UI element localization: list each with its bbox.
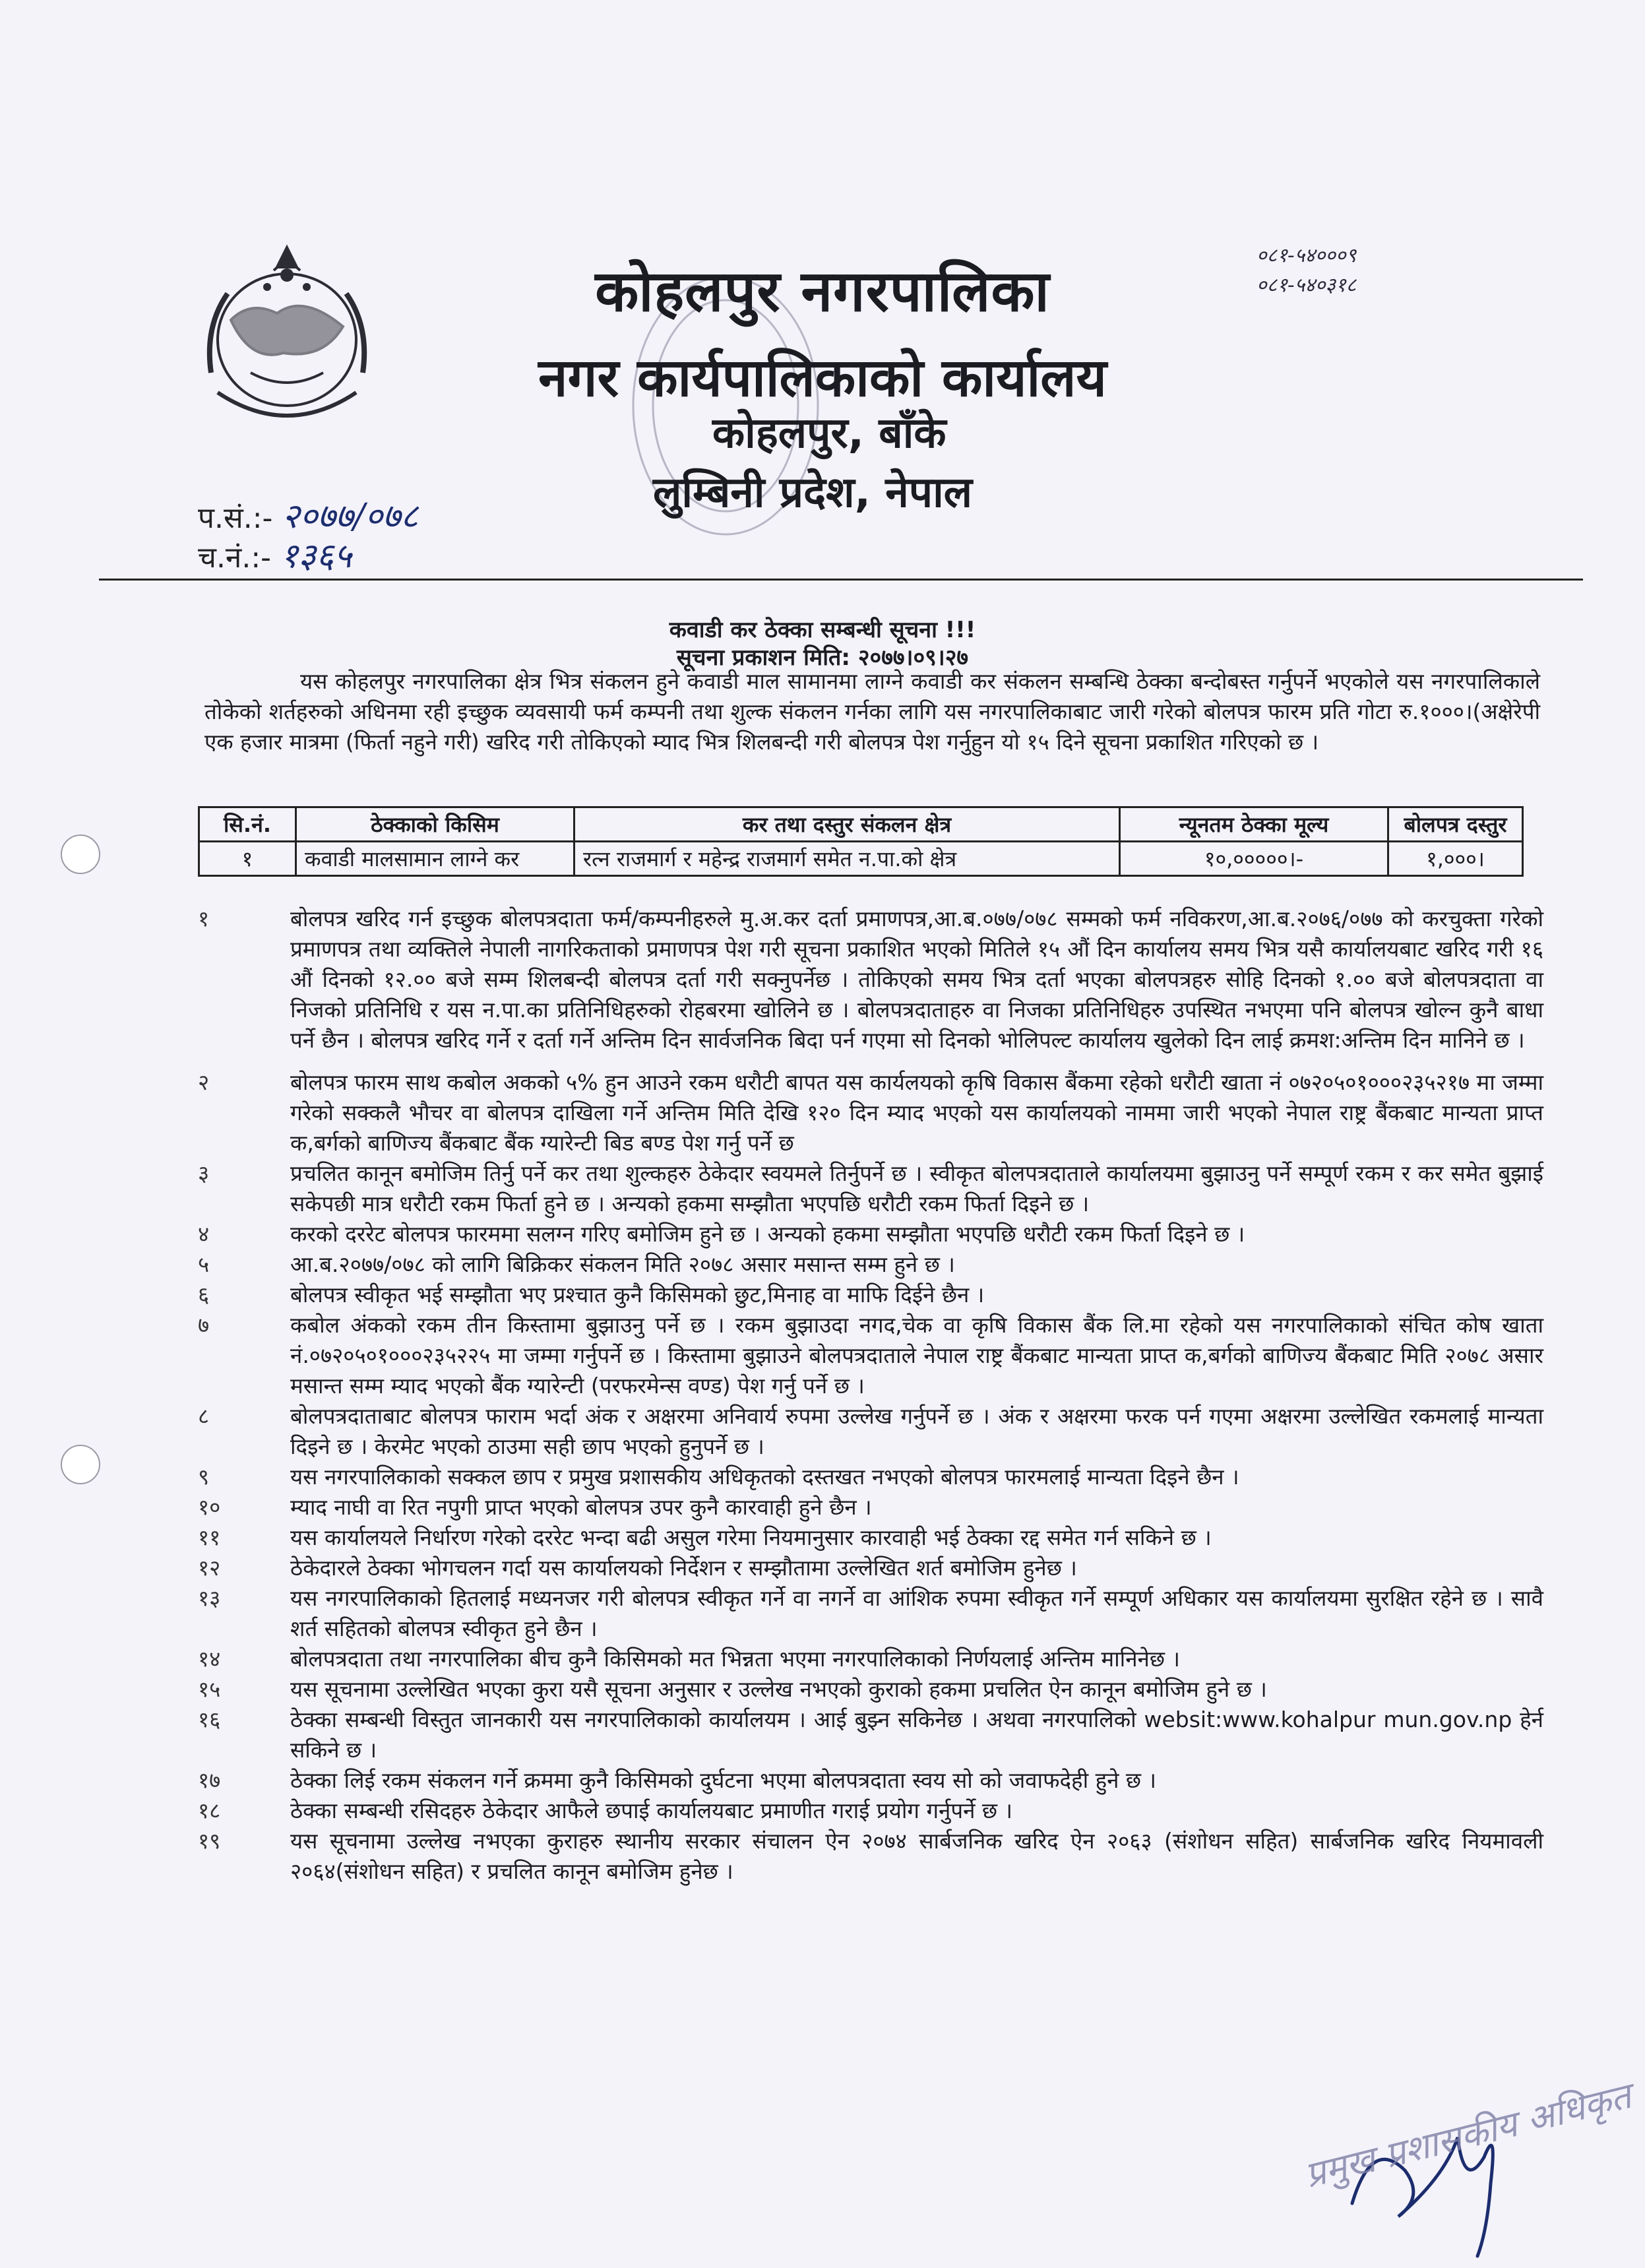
table-row [199,842,1523,876]
item-number: १४ [198,1646,221,1672]
item-text: आ.ब.२०७७/०७८ को लागि बिक्रिकर संकलन मिति २०७८ असार मसान्त सम्म हुने छ । [290,1251,955,1277]
item-text: यस सूचनामा उल्लेख नभएका कुराहरु स्थानीय सरकार संचालन ऐन २०७४ सार्बजनिक खरिद ऐन २०६३ (संशोधन सहित) सार्बजनिक खरिद नियमावली २०६४(संशोधन सहित) र प्रचलित कानून बमोजिम हुनेछ । [290,1828,1543,1884]
office-address: कोहलपुर, बाँके [712,409,947,458]
item-text: ठेकेदारले ठेक्का भोगचलन गर्दा यस कार्यालयको निर्देशन र सम्झौतामा उल्लेखित शर्त बमोजिम हुनेछ । [290,1555,1077,1581]
item-number: ३ [198,1160,210,1186]
conditions-list [198,904,1543,1887]
list-item [198,1644,1543,1674]
office-name: नगर कार्यपालिकाको कार्यालय [538,347,1107,408]
list-item [198,904,1543,1055]
item-number: ९ [198,1464,210,1490]
list-item [198,1674,1543,1705]
table-cell: १,०००। [1388,842,1523,876]
item-number: १९ [198,1828,221,1854]
list-item [198,1705,1543,1765]
dispatch-number [198,531,352,578]
column-header: न्यूनतम ठेक्का मूल्य [1120,807,1388,842]
list-item [198,1401,1543,1462]
phone-number: ०८१-५४०००९ [1257,244,1357,267]
list-item [198,1310,1543,1401]
list-item [198,1553,1543,1583]
list-item [198,1523,1543,1553]
item-number: १६ [198,1707,221,1732]
item-text: ठेक्का सम्बन्धी रसिदहरु ठेकेदार आफैले छपाई कार्यालयबाट प्रमाणीत गराई प्रयोग गर्नुपर्ने छ । [290,1798,1013,1823]
signatory-stamp: प्रमुख प्रशासकीय अधिकृत [1300,2075,1636,2196]
item-text: कबोल अंकको रकम तीन किस्तामा बुझाउनु पर्ने छ । रकम बुझाउदा नगद,चेक वा कृषि विकास बैंक लि.मा रहेको यस नगरपालिकाको संचित कोष खाता नं.०७२०५०१०००२३५२२५ मा जम्मा गर्नुपर्ने छ । किस्तामा बुझाउने बोलपत्रदाताले नेपाल राष्ट्र बैंकबाट मान्यता प्राप्त क,बर्गको बाणिज्य बैंकबाट मिति २०७८ असार मसान्त सम्म म्याद भएको बैंक ग्यारेन्टी (परफरमेन्स वण्ड) पेश गर्नु पर्ने छ । [290,1312,1543,1399]
item-text: ठेक्का सम्बन्धी विस्तुत जानकारी यस नगरपालिकाको कार्यालयम । आई बुझ्न सकिनेछ । अथवा नगरपालिको websit:www.kohalpur mun.gov.np हेर्न सकिने छ । [290,1707,1543,1763]
item-text: यस नगरपालिकाको हितलाई मध्यनजर गरी बोलपत्र स्वीकृत गर्ने वा नगर्ने वा आंशिक रुपमा स्वीकृत गर्ने सम्पूर्ण अधिकार यस कार्यालयमा सुरक्षित रहेने छ । सावै शर्त सहितको बोलपत्र स्वीकृत हुने छैन । [290,1585,1543,1641]
dispatch-value: १३६५ [280,536,352,576]
list-item [198,1219,1543,1249]
column-header: बोलपत्र दस्तुर [1388,807,1523,842]
table-cell: कवाडी मालसामान लाग्ने कर [296,842,574,876]
table-header-row [199,807,1523,842]
item-text: यस सूचनामा उल्लेखित भएका कुरा यसै सूचना अनुसार र उल्लेख नभएको कुराको हकमा प्रचलित ऐन कानून बमोजिम हुने छ । [290,1676,1267,1702]
list-item [198,1765,1543,1796]
list-item [198,1067,1543,1158]
dispatch-label: च.नं.:- [198,541,272,575]
table-cell: १०,०००००।- [1120,842,1388,876]
item-text: बोलपत्र फारम साथ कबोल अकको ५% हुन आउने रकम धरौटी बापत यस कार्यलयको कृषि विकास बैंकमा रहेको धरौटी खाता नं ०७२०५०१०००२३५२१७ मा जम्मा गरेको सक्कलै भौचर वा बोलपत्र दाखिला गर्ने अन्तिम मिति देखि १२० दिन म्याद भएको यस कार्यालयको नाममा जारी भएको नेपाल राष्ट्र बैंकबाट मान्यता प्राप्त क,बर्गको बाणिज्य बैंकबाट बैंक ग्यारेन्टी बिड बण्ड पेश गर्नु पर्ने छ [290,1069,1543,1156]
tender-table [198,806,1524,877]
column-header: सि.नं. [199,807,296,842]
column-header: ठेक्काको किसिम [296,807,574,842]
item-number: ४ [198,1221,210,1247]
reference-value: २०७७/०७८ [282,497,419,536]
item-number: ६ [198,1282,210,1307]
item-text: यस नगरपालिकाको सक्कल छाप र प्रमुख प्रशासकीय अधिकृतको दस्तखत नभएको बोलपत्र फारमलाई मान्यता दिइने छैन । [290,1464,1239,1490]
item-number: १५ [198,1676,221,1702]
item-number: ७ [198,1312,210,1338]
list-item [198,1462,1543,1492]
notice-title: कवाडी कर ठेक्का सम्बन्धी सूचना !!! [669,617,976,643]
notice-intro: यस कोहलपुर नगरपालिका क्षेत्र भित्र संकलन हुने कवाडी माल सामानमा लाग्ने कवाडी कर संकलन सम्बन्धि ठेक्का बन्दोबस्त गर्नुपर्ने भएकोले यस नगरपालिकाले तोकेको शर्तहरुको अधिनमा रही इच्छुक व्यवसायी फर्म कम्पनी तथा शुल्क संकलन गर्नका लागि यस नगरपालिकाबाट जारी गरेको बोलपत्र फारम प्रति गोटा रु.१०००।(अक्षेरेपी एक हजार मात्रमा (फिर्ता नहुने गरी) खरिद गरी तोकिएको म्याद भित्र शिलबन्दी गरी बोलपत्र पेश गर्नुहुन यो १५ दिने सूचना प्रकाशित गरिएको छ । [204,668,1540,755]
list-item [198,1158,1543,1219]
org-name: कोहलपुर नगरपालिका [595,259,1050,325]
item-number: १७ [198,1767,221,1793]
item-number: ५ [198,1251,210,1277]
table-cell: रत्न राजमार्ग र महेन्द्र राजमार्ग समेत न.पा.को क्षेत्र [574,842,1120,876]
list-item [198,1826,1543,1887]
punch-hole [61,835,100,874]
item-number: १८ [198,1798,221,1823]
item-text: बोलपत्रदाता तथा नगरपालिका बीच कुनै किसिमको मत भिन्नता भएमा नगरपालिकाको निर्णयलाई अन्तिम मानिनेछ । [290,1646,1180,1672]
item-number: १० [198,1494,221,1520]
list-item [198,1796,1543,1826]
reference-label: प.सं.:- [198,501,273,535]
item-number: ११ [198,1525,221,1550]
notice-date: सूचना प्रकाशन मिति: २०७७।०९।२७ [676,645,969,671]
list-item [198,1280,1543,1310]
punch-hole [61,1445,100,1484]
phone-number: ०८१-५४०३१८ [1257,274,1357,297]
item-text: प्रचलित कानून बमोजिम तिर्नु पर्ने कर तथा शुल्कहरु ठेकेदार स्वयमले तिर्नुपर्ने छ । स्वीकृत बोलपत्रदाताले कार्यालयमा बुझाउनु पर्ने सम्पूर्ण रकम र कर समेत बुझाई सकेपछी मात्र धरौटी रकम फिर्ता हुने छ । अन्यको हकमा सम्झौता भएपछि धरौटी रकम फिर्ता दिइने छ । [290,1160,1543,1216]
column-header: कर तथा दस्तुर संकलन क्षेत्र [574,807,1120,842]
item-number: १३ [198,1585,221,1611]
item-text: बोलपत्रदाताबाट बोलपत्र फाराम भर्दा अंक र अक्षरमा अनिवार्य रुपमा उल्लेख गर्नुपर्ने छ । अंक र अक्षरमा फरक पर्न गएमा अक्षरमा उल्लेखित रकमलाई मान्यता दिइने छ । केरमेट भएको ठाउमा सही छाप भएको हुनुपर्ने छ । [290,1403,1543,1459]
item-text: म्याद नाघी वा रित नपुगी प्राप्त भएको बोलपत्र उपर कुनै कारवाही हुने छैन । [290,1494,872,1520]
table-cell: १ [199,842,296,876]
list-item [198,1583,1543,1644]
list-item [198,1492,1543,1523]
item-text: बोलपत्र स्वीकृत भई सम्झौता भए प्रश्चात कुनै किसिमको छुट,मिनाह वा माफि दिईने छैन । [290,1282,985,1307]
item-text: करको दररेट बोलपत्र फारममा सलग्न गरिए बमोजिम हुने छ । अन्यको हकमा सम्झौता भएपछि धरौटी रकम फिर्ता दिइने छ । [290,1221,1245,1247]
item-text: यस कार्यालयले निर्धारण गरेको दररेट भन्दा बढी असुल गरेमा नियमानुसार कारवाही भई ठेक्का रद्द समेत गर्न सकिने छ । [290,1525,1212,1550]
header-divider [99,579,1583,581]
office-province: लुम्बिनी प्रदेश, नेपाल [653,468,973,517]
item-text: बोलपत्र खरिद गर्न इच्छुक बोलपत्रदाता फर्म/कम्पनीहरुले मु.अ.कर दर्ता प्रमाणपत्र,आ.ब.०७७/०७८ सम्मको फर्म नविकरण,आ.ब.२०७६/०७७ को करचुक्ता गरेको प्रमाणपत्र तथा व्यक्तिले नेपाली नागरिकताको प्रमाणपत्र पेश गरी सूचना प्रकाशित भएको मितिले १५ औं दिन कार्यालय समय भित्र यसै कार्यालयबाट खरिद गरी १६ औं दिनको १२.०० बजे सम्म शिलबन्दी बोलपत्र दर्ता गरी सक्नुपर्नेछ । तोकिएको समय भित्र दर्ता भएका बोलपत्रहरु सोहि दिनको १.०० बजे बोलपत्रदाता वा निजको प्रतिनिधि र यस न.पा.का प्रतिनिधिहरुको रोहबरमा खोलिने छ । बोलपत्रदाताहरु वा निजका प्रतिनिधिहरु उपस्थित नभएमा पनि बोलपत्र खोल्न कुनै बाधा पर्ने छैन । बोलपत्र खरिद गर्ने र दर्ता गर्ने अन्तिम दिन सार्वजनिक बिदा पर्न गएमा सो दिनको भोलिपल्ट कार्यालय खुलेको दिन लाई क्रमश:अन्तिम दिन मानिने छ । [290,906,1543,1053]
item-number: २ [198,1069,210,1095]
item-number: १ [198,906,210,931]
item-number: १२ [198,1555,221,1581]
list-item [198,1249,1543,1280]
item-text: ठेक्का लिई रकम संकलन गर्ने क्रममा कुनै किसिमको दुर्घटना भएमा बोलपत्रदाता स्वय सो को जवाफदेही हुने छ । [290,1767,1157,1793]
item-number: ८ [198,1403,210,1429]
